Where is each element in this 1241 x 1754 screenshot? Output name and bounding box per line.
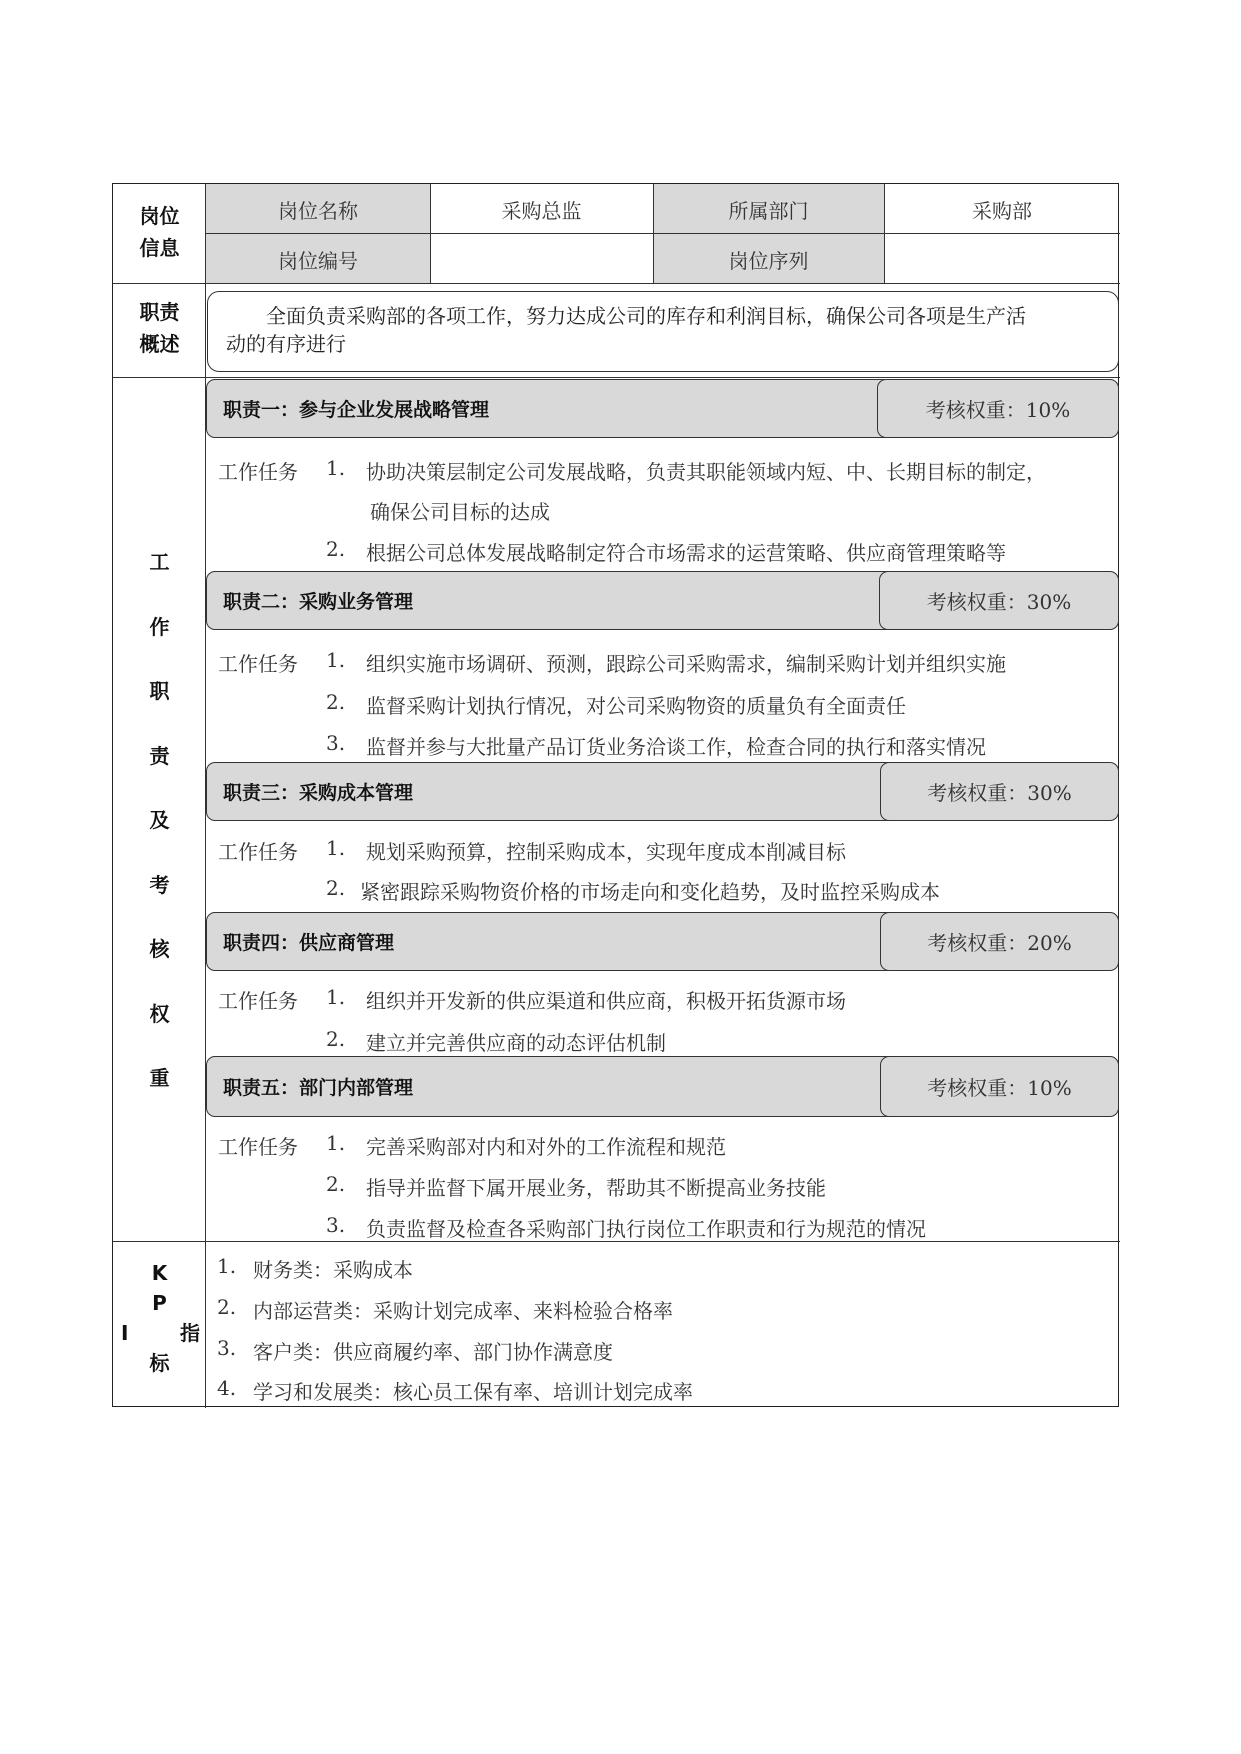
task-text: 组织实施市场调研、预测，跟踪公司采购需求，编制采购计划并组织实施 <box>366 652 1006 676</box>
code-label: 岗位编号 <box>278 248 358 273</box>
dept-value: 采购部 <box>972 198 1032 223</box>
duty-title: 职责三：采购成本管理 <box>206 762 904 821</box>
series-value <box>884 234 1120 284</box>
task-number: 2. <box>326 876 346 900</box>
task-number: 1. <box>326 985 346 1009</box>
dept-label: 所属部门 <box>728 198 809 223</box>
summary-side-label <box>113 296 206 360</box>
side-label-char: 权 <box>149 1001 170 1026</box>
task-number: 2. <box>326 1027 346 1051</box>
task-number: 1. <box>326 456 346 480</box>
row-divider <box>206 233 1120 234</box>
side-label-line: 职责 <box>139 300 180 324</box>
task-label: 工作任务 <box>218 989 298 1013</box>
duty-weight: 考核权重：20% <box>880 912 1119 971</box>
summary-line: 全面负责采购部的各项工作，努力达成公司的库存和利润目标，确保公司各项是生产活 <box>266 304 1026 328</box>
side-label-char: 工 <box>149 550 170 574</box>
task-text: 紧密跟踪采购物资价格的市场走向和变化趋势，及时监控采购成本 <box>360 880 940 904</box>
kpi-text: 财务类：采购成本 <box>253 1258 413 1282</box>
side-label-char: 指 <box>180 1321 200 1345</box>
kpi-side-label <box>113 1258 206 1378</box>
side-label-line: 岗位 <box>139 204 180 228</box>
section-divider <box>113 377 1120 378</box>
task-number: 2. <box>326 1172 346 1196</box>
task-number: 1. <box>326 1131 346 1155</box>
side-label-char: 职 <box>149 679 170 703</box>
task-number: 1. <box>326 836 346 860</box>
kpi-text: 内部运营类：采购计划完成率、来料检验合格率 <box>253 1299 673 1323</box>
kpi-number: 1. <box>217 1254 237 1278</box>
task-text: 完善采购部对内和对外的工作流程和规范 <box>366 1135 726 1159</box>
side-label-row <box>113 1318 206 1348</box>
duty-weight: 考核权重：10% <box>880 1056 1119 1117</box>
task-label: 工作任务 <box>218 652 298 676</box>
task-text: 负责监督及检查各采购部门执行岗位工作职责和行为规范的情况 <box>366 1217 926 1241</box>
side-label-char: 作 <box>149 614 170 639</box>
job-description-table <box>112 183 1119 1407</box>
side-label-char: I <box>121 1321 129 1345</box>
duty-title: 职责五：部门内部管理 <box>206 1056 904 1117</box>
task-number: 2. <box>326 537 346 561</box>
duty-weight: 考核权重：10% <box>877 379 1119 438</box>
task-text: 监督采购计划执行情况，对公司采购物资的质量负有全面责任 <box>366 694 906 718</box>
task-label: 工作任务 <box>218 460 298 484</box>
duty-weight: 考核权重：30% <box>879 571 1119 630</box>
duty-weight: 考核权重：30% <box>880 762 1119 821</box>
side-label-char: 考 <box>149 872 170 897</box>
duty-title: 职责二：采购业务管理 <box>206 571 903 630</box>
task-text: 协助决策层制定公司发展战略，负责其职能领域内短、中、长期目标的制定， <box>366 460 1046 484</box>
side-label-line: 信息 <box>139 236 180 260</box>
series-label: 岗位序列 <box>728 248 809 273</box>
summary-line: 动的有序进行 <box>226 332 346 356</box>
kpi-number: 4. <box>217 1376 237 1400</box>
task-number: 1. <box>326 648 346 672</box>
name-label: 岗位名称 <box>278 198 358 223</box>
side-label-char: 重 <box>149 1066 170 1090</box>
task-number: 3. <box>326 731 346 755</box>
section-divider <box>113 283 1120 284</box>
kpi-number: 2. <box>217 1295 237 1319</box>
side-label-char: 标 <box>149 1351 170 1375</box>
code-value <box>430 234 653 284</box>
side-label-char: P <box>152 1291 167 1315</box>
summary-box <box>207 291 1119 372</box>
side-label-line: 概述 <box>139 332 180 356</box>
col-divider <box>653 184 654 284</box>
task-text: 根据公司总体发展战略制定符合市场需求的运营策略、供应商管理策略等 <box>366 541 1006 565</box>
task-text: 建立并完善供应商的动态评估机制 <box>366 1031 666 1055</box>
position-info-side-label <box>113 200 206 264</box>
task-text: 组织并开发新的供应渠道和供应商，积极开拓货源市场 <box>366 989 846 1013</box>
duty-title: 职责一：参与企业发展战略管理 <box>206 379 902 438</box>
task-text: 规划采购预算，控制采购成本，实现年度成本削减目标 <box>366 840 846 864</box>
duty-title: 职责四：供应商管理 <box>206 912 904 971</box>
kpi-number: 3. <box>217 1336 237 1360</box>
duties-side-label <box>113 530 206 1111</box>
side-label-char: K <box>151 1261 168 1285</box>
task-text: 监督并参与大批量产品订货业务洽谈工作，检查合同的执行和落实情况 <box>366 735 986 759</box>
kpi-text: 客户类：供应商履约率、部门协作满意度 <box>253 1340 613 1364</box>
col-divider <box>884 184 885 284</box>
task-text: 指导并监督下属开展业务，帮助其不断提高业务技能 <box>366 1176 826 1200</box>
task-number: 2. <box>326 690 346 714</box>
kpi-text: 学习和发展类：核心员工保有率、培训计划完成率 <box>253 1380 693 1404</box>
task-label: 工作任务 <box>218 840 298 864</box>
col-divider <box>430 184 431 284</box>
task-label: 工作任务 <box>218 1135 298 1159</box>
side-label-char: 及 <box>149 808 170 832</box>
task-text: 确保公司目标的达成 <box>370 500 550 524</box>
task-number: 3. <box>326 1213 346 1237</box>
name-value: 采购总监 <box>501 198 582 223</box>
side-label-char: 核 <box>149 937 170 961</box>
side-label-char: 责 <box>149 743 170 768</box>
